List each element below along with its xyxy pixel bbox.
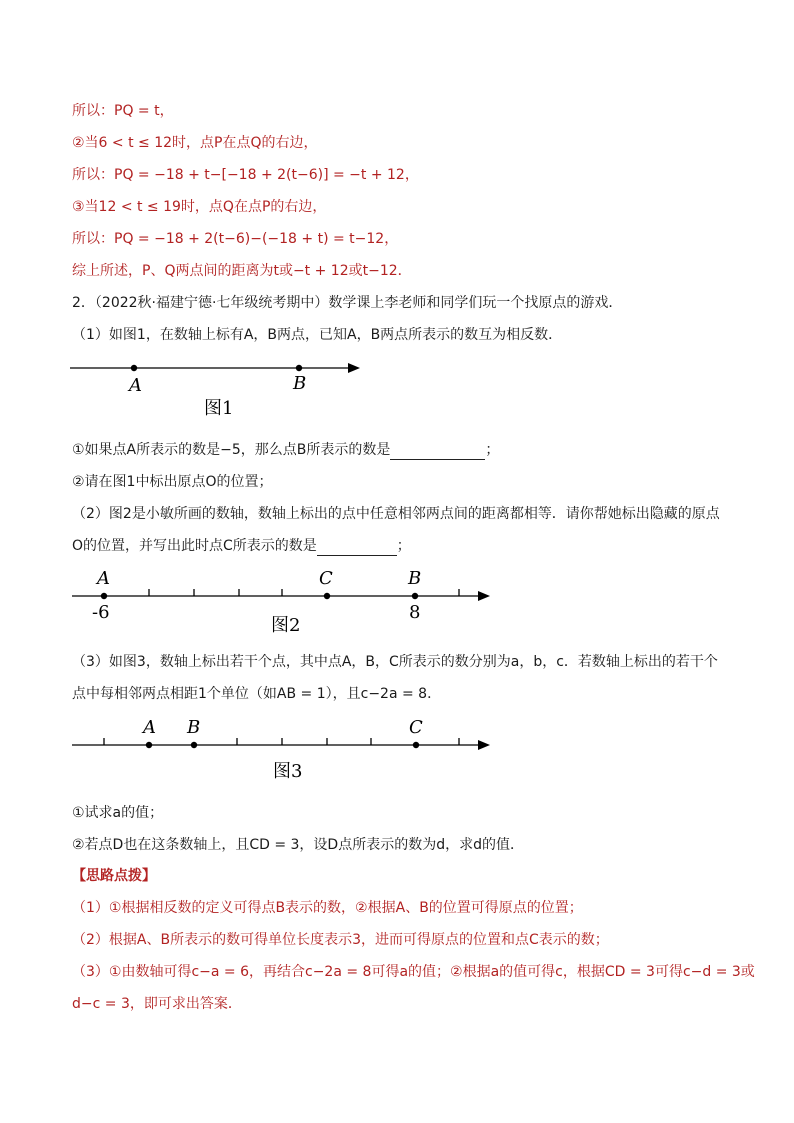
label-c-2: C bbox=[319, 568, 333, 589]
point-a-3 bbox=[146, 742, 152, 748]
number-a-2: -6 bbox=[92, 602, 110, 623]
hint-line-1: （1）①根据相反数的定义可得点B表示的数，②根据A、B的位置可得原点的位置； bbox=[72, 900, 583, 916]
label-a-3: A bbox=[143, 717, 156, 738]
label-b-1: B bbox=[293, 373, 307, 394]
label-a-1: A bbox=[129, 375, 142, 396]
hint-line-3: （3）①由数轴可得c−a = 6，再结合c−2a = 8可得a的值；②根据a的值可得c，根据CD = 3可得c−d = 3或 bbox=[72, 964, 755, 980]
label-b-2: B bbox=[408, 568, 422, 589]
part2-q-end: ； bbox=[396, 538, 411, 554]
solution-line-1: 所以：PQ = t， bbox=[72, 103, 174, 119]
point-a-2 bbox=[101, 593, 107, 599]
point-b-3 bbox=[191, 742, 197, 748]
part1-q1-text: ①如果点A所表示的数是−5，那么点B所表示的数是 bbox=[72, 442, 391, 458]
part3-question-2: ②若点D也在这条数轴上，且CD = 3，设D点所表示的数为d，求d的值． bbox=[72, 837, 524, 853]
part3-line-1: （3）如图3，数轴上标出若干个点，其中点A，B，C所表示的数分别为a，b，c．若数轴上标出的若干个 bbox=[72, 654, 718, 670]
point-b-2 bbox=[412, 593, 418, 599]
number-b-2: 8 bbox=[409, 602, 421, 623]
problem-intro: 2．（2022秋·福建宁德·七年级统考期中）数学课上李老师和同学们玩一个找原点的游戏． bbox=[72, 295, 623, 311]
figure-3 bbox=[60, 713, 500, 785]
solution-line-6: 综上所述，P、Q两点间的距离为t或−t + 12或t−12． bbox=[72, 263, 412, 279]
point-a-1 bbox=[131, 365, 137, 371]
part1-q1-end: ； bbox=[485, 442, 500, 458]
label-a-2: A bbox=[97, 568, 110, 589]
part1-question-2: ②请在图1中标出原点O的位置； bbox=[72, 474, 273, 490]
part3-question-1: ①试求a的值； bbox=[72, 805, 164, 821]
part3-line-2: 点中每相邻两点相距1个单位（如AB = 1），且c−2a = 8． bbox=[72, 686, 442, 702]
hint-line-4: d−c = 3，即可求出答案． bbox=[72, 996, 242, 1012]
point-c-3 bbox=[413, 742, 419, 748]
part2-q-text: O的位置，并写出此时点C所表示的数是 bbox=[72, 538, 317, 554]
part2-line-1: （2）图2是小敏所画的数轴，数轴上标出的点中任意相邻两点间的距离都相等．请你帮她标出隐藏的原点 bbox=[72, 506, 720, 522]
problem-part1: （1）如图1，在数轴上标有A，B两点，已知A，B两点所表示的数互为相反数． bbox=[72, 327, 563, 343]
figure-1-caption: 图1 bbox=[204, 398, 234, 419]
label-c-3: C bbox=[409, 717, 423, 738]
answer-blank-2[interactable] bbox=[317, 541, 397, 556]
label-b-3: B bbox=[187, 717, 201, 738]
point-b-1 bbox=[296, 365, 302, 371]
part2-line-2 bbox=[72, 536, 411, 556]
point-c-2 bbox=[324, 593, 330, 599]
part1-question-1 bbox=[72, 440, 499, 460]
figure-2-caption: 图2 bbox=[271, 615, 301, 636]
figure-2 bbox=[60, 565, 500, 645]
solution-line-4: ③当12 < t ≤ 19时，点Q在点P的右边， bbox=[72, 199, 327, 215]
solution-line-5: 所以：PQ = −18 + 2(t−6)−(−18 + t) = t−12， bbox=[72, 231, 399, 247]
solution-line-3: 所以：PQ = −18 + t−[−18 + 2(t−6)] = −t + 12， bbox=[72, 167, 419, 183]
figure-1 bbox=[60, 352, 380, 422]
solution-line-2: ②当6 < t ≤ 12时，点P在点Q的右边， bbox=[72, 135, 318, 151]
answer-blank-1[interactable] bbox=[390, 445, 485, 460]
hint-line-2: （2）根据A、B所表示的数可得单位长度表示3，进而可得原点的位置和点C表示的数； bbox=[72, 932, 609, 948]
figure-3-caption: 图3 bbox=[273, 761, 303, 782]
hint-title: 【思路点拨】 bbox=[72, 868, 156, 884]
